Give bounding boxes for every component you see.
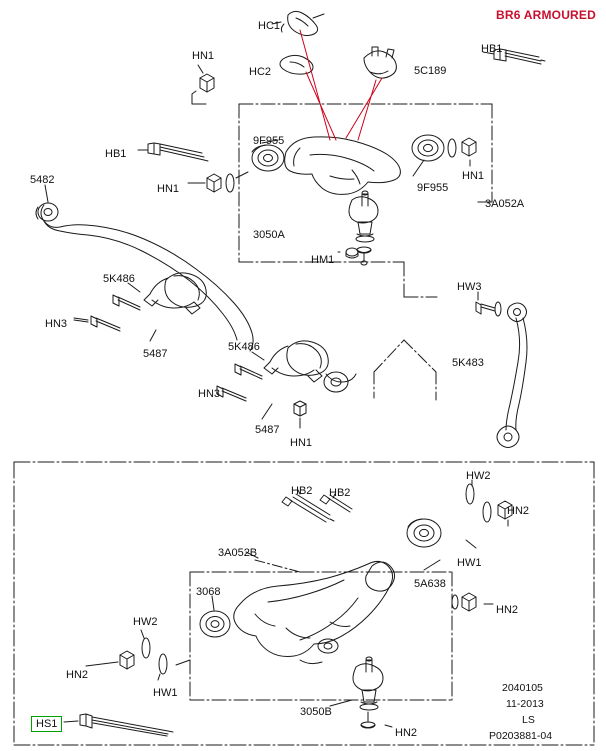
callout-hb1[interactable]: HB1 [105, 148, 127, 160]
callout-hc1[interactable]: HC1 [258, 20, 281, 32]
callout-3a052b[interactable]: 3A052B [218, 547, 258, 559]
callout-5487[interactable]: 5487 [143, 348, 168, 360]
callout-hw3[interactable]: HW3 [457, 281, 482, 293]
callout-5487[interactable]: 5487 [255, 424, 280, 436]
callout-hn2[interactable]: HN2 [66, 669, 89, 681]
callout-3068[interactable]: 3068 [196, 586, 221, 598]
callout-hb2[interactable]: HB2 [329, 487, 351, 499]
footer-part-number: 2040105 [502, 682, 543, 694]
callout-hn1[interactable]: HN1 [192, 50, 215, 62]
callout-9f955[interactable]: 9F955 [417, 182, 449, 194]
callout-5k486[interactable]: 5K486 [228, 341, 260, 353]
page-title: BR6 ARMOURED [496, 8, 596, 22]
callout-hb2[interactable]: HB2 [291, 485, 313, 497]
callout-hw2[interactable]: HW2 [133, 616, 158, 628]
callout-5c189[interactable]: 5C189 [414, 65, 447, 77]
callout-hn3[interactable]: HN3 [198, 388, 221, 400]
callout-3a052a[interactable]: 3A052A [485, 198, 525, 210]
callout-3050b[interactable]: 3050B [300, 706, 332, 718]
callout-5k486[interactable]: 5K486 [103, 273, 135, 285]
callout-hn2[interactable]: HN2 [395, 727, 418, 739]
highlighted-part-hs1[interactable]: HS1 [31, 716, 62, 732]
callout-hw1[interactable]: HW1 [457, 557, 482, 569]
callout-hw1[interactable]: HW1 [153, 687, 178, 699]
callout-hn1[interactable]: HN1 [157, 183, 180, 195]
callout-hm1[interactable]: HM1 [311, 254, 335, 266]
callout-5a638[interactable]: 5A638 [414, 578, 446, 590]
callout-hc2[interactable]: HC2 [249, 66, 272, 78]
callout-9f955[interactable]: 9F955 [253, 135, 285, 147]
callout-hn3[interactable]: HN3 [45, 318, 68, 330]
footer-drawing-id: P0203881-04 [489, 730, 553, 742]
callout-hn1[interactable]: HN1 [290, 437, 313, 449]
callout-hn1[interactable]: HN1 [462, 170, 485, 182]
callout-hn2[interactable]: HN2 [507, 505, 530, 517]
footer-market: LS [522, 714, 535, 726]
footer-date: 11-2013 [506, 698, 544, 710]
callout-hb1[interactable]: HB1 [481, 43, 503, 55]
callout-5482[interactable]: 5482 [30, 174, 55, 186]
callout-hw2[interactable]: HW2 [466, 470, 491, 482]
callout-5k483[interactable]: 5K483 [452, 357, 484, 369]
callout-3050a[interactable]: 3050A [253, 229, 285, 241]
callout-hn2[interactable]: HN2 [496, 604, 519, 616]
